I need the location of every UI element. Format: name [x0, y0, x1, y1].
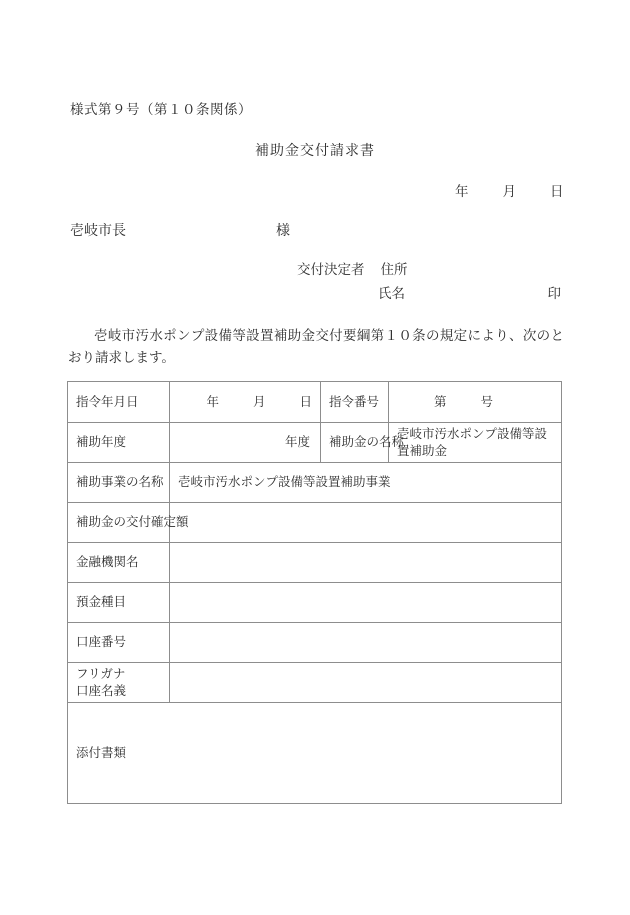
- decider-label: 交付決定者: [297, 262, 365, 277]
- request-form-table: [67, 381, 562, 804]
- name-seal-line: [378, 282, 561, 302]
- name-label: 氏名: [378, 286, 405, 301]
- table-row-attachments: [68, 703, 562, 804]
- addressee-honorific: 様: [276, 224, 290, 239]
- project-name-value: 壱岐市汚水ポンプ設備等設置補助事業: [170, 463, 562, 503]
- document-title: 補助金交付請求書: [255, 144, 375, 159]
- confirmed-amount-label: 補助金の交付確定額: [68, 503, 170, 543]
- body-paragraph: 壱岐市汚水ポンプ設備等設置補助金交付要綱第１０条の規定により、次のとおり請求します。: [68, 328, 564, 365]
- table-row-deposit-type: [68, 583, 562, 623]
- date-line: [455, 180, 564, 200]
- account-number-field[interactable]: [170, 623, 562, 663]
- addressee-name: 壱岐市長: [70, 224, 126, 239]
- fiscal-year-label: 補助年度: [68, 423, 170, 463]
- date-day-label: 日: [550, 184, 564, 199]
- order-date-year: 年: [206, 394, 219, 409]
- account-number-label: 口座番号: [68, 623, 170, 663]
- date-month-label: 月: [502, 184, 516, 199]
- order-number-label: 指令番号: [321, 382, 389, 423]
- table-row-order-date: [68, 382, 562, 423]
- account-holder-label: 口座名義: [76, 683, 127, 698]
- account-holder-field[interactable]: [170, 663, 562, 703]
- decider-line: [297, 258, 408, 278]
- furigana-label: フリガナ: [76, 666, 126, 681]
- order-number-field[interactable]: [389, 382, 562, 423]
- table-row-confirmed-amount: [68, 503, 562, 543]
- table-row-account-number: [68, 623, 562, 663]
- confirmed-amount-field[interactable]: [170, 503, 562, 543]
- seal-label: 印: [547, 286, 561, 301]
- order-date-day: 日: [299, 394, 312, 409]
- attachments-label: 添付書類: [76, 745, 127, 760]
- bank-name-label: 金融機関名: [68, 543, 170, 583]
- order-number-suffix: 号: [480, 394, 494, 409]
- fiscal-year-unit: 年度: [284, 435, 310, 449]
- order-date-field[interactable]: [170, 382, 321, 423]
- date-year-label: 年: [455, 184, 469, 199]
- table-row-project-name: [68, 463, 562, 503]
- fiscal-year-field[interactable]: [170, 423, 321, 463]
- order-date-month: 月: [252, 394, 266, 409]
- bank-name-field[interactable]: [170, 543, 562, 583]
- subsidy-name-value: 壱岐市汚水ポンプ設備等設置補助金: [389, 423, 562, 463]
- address-label: 住所: [380, 262, 408, 277]
- deposit-type-field[interactable]: [170, 583, 562, 623]
- table-row-fiscal-year: [68, 423, 562, 463]
- attachments-cell[interactable]: [68, 703, 562, 804]
- form-number: 様式第９号（第１０条関係）: [70, 102, 252, 117]
- deposit-type-label: 預金種目: [68, 583, 170, 623]
- order-date-label: 指令年月日: [68, 382, 170, 423]
- table-row-account-holder: [68, 663, 562, 703]
- addressee-line: [70, 220, 290, 240]
- table-row-bank-name: [68, 543, 562, 583]
- account-holder-label-group: [68, 663, 170, 703]
- order-number-prefix: 第: [434, 394, 447, 409]
- project-name-label: 補助事業の名称: [68, 463, 170, 503]
- subsidy-name-label: 補助金の名称: [321, 423, 389, 463]
